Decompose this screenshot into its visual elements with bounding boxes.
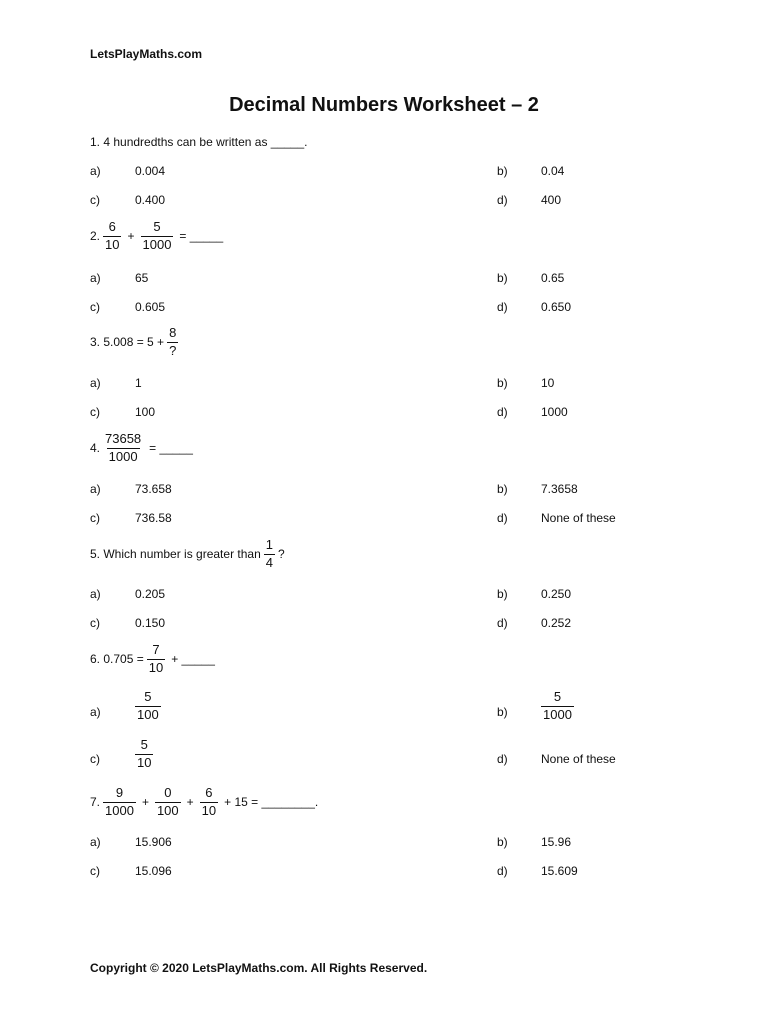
copyright-footer: Copyright © 2020 LetsPlayMaths.com. All Rights Reserved.	[90, 961, 428, 975]
option-label-c: c)	[90, 193, 100, 207]
numerator: 73658	[105, 431, 142, 446]
q5-option-c: 0.150	[135, 616, 166, 630]
question-2	[90, 220, 226, 253]
denominator: 10	[105, 236, 120, 252]
q4-option-c: 736.58	[135, 511, 172, 525]
denominator: 1000	[108, 448, 138, 464]
q2-option-c: 0.605	[135, 300, 166, 314]
option-label-a: a)	[90, 376, 101, 390]
denominator: 100	[137, 706, 159, 722]
question-mark: ?	[277, 547, 285, 562]
fraction	[155, 786, 181, 819]
q1-option-a: 0.004	[135, 164, 166, 178]
fraction	[264, 538, 275, 571]
denominator: 4	[265, 554, 273, 570]
fraction	[103, 786, 136, 819]
fraction	[103, 220, 121, 253]
option-label-c: c)	[90, 616, 100, 630]
question-lead: 6. 0.705 =	[90, 652, 144, 667]
question-lead: 3. 5.008 = 5 +	[90, 335, 165, 350]
option-label-c: c)	[90, 405, 100, 419]
q5-option-a: 0.205	[135, 587, 166, 601]
q3-option-c: 100	[135, 405, 156, 419]
numerator: 5	[153, 219, 161, 234]
page-title: Decimal Numbers Worksheet – 2	[229, 94, 539, 116]
equation-tail: = _____	[149, 441, 193, 456]
numerator: 1	[265, 537, 273, 552]
fraction	[200, 786, 218, 819]
option-label-c: c)	[90, 511, 100, 525]
option-label-a: a)	[90, 587, 101, 601]
q1-option-b: 0.04	[541, 164, 565, 178]
question-number: 7.	[90, 795, 101, 810]
denominator: ?	[169, 342, 177, 358]
question-number: 2.	[90, 229, 101, 244]
fraction	[167, 326, 178, 359]
q6-option-c	[135, 738, 156, 771]
equation-tail: + 15 = ________.	[224, 795, 319, 810]
option-label-b: b)	[497, 482, 508, 496]
numerator: 6	[108, 219, 116, 234]
option-label-b: b)	[497, 376, 508, 390]
question-1: 1. 4 hundredths can be written as _____.	[90, 135, 308, 149]
option-label-c: c)	[90, 864, 100, 878]
option-label-d: d)	[497, 864, 508, 878]
plus-sign: +	[127, 229, 135, 244]
option-label-a: a)	[90, 835, 101, 849]
q4-option-d: None of these	[541, 511, 616, 525]
q5-option-b: 0.250	[541, 587, 572, 601]
option-label-d: d)	[497, 405, 508, 419]
option-label-b: b)	[497, 835, 508, 849]
option-label-b: b)	[497, 164, 508, 178]
q5-option-d: 0.252	[541, 616, 572, 630]
fraction	[103, 432, 143, 465]
plus-sign: +	[186, 795, 194, 810]
q3-option-a: 1	[135, 376, 142, 390]
site-name: LetsPlayMaths.com	[90, 47, 203, 61]
question-lead: 5. Which number is greater than	[90, 547, 261, 562]
denominator: 10	[148, 659, 164, 675]
numerator: 0	[164, 785, 172, 800]
option-label-b: b)	[497, 271, 508, 285]
q1-option-c: 0.400	[135, 193, 166, 207]
denominator: 1000	[105, 802, 134, 818]
q4-option-a: 73.658	[135, 482, 172, 496]
fraction	[135, 690, 161, 723]
q3-option-b: 10	[541, 376, 555, 390]
numerator: 7	[152, 642, 160, 657]
denominator: 1000	[543, 706, 572, 722]
option-label-a: a)	[90, 705, 101, 719]
fraction	[141, 220, 174, 253]
q6-option-a	[135, 690, 164, 723]
q7-option-d: 15.609	[541, 864, 578, 878]
fraction	[147, 643, 165, 676]
q1-option-d: 400	[541, 193, 562, 207]
q3-option-d: 1000	[541, 405, 568, 419]
fraction	[135, 738, 153, 771]
numerator: 8	[169, 325, 177, 340]
option-label-a: a)	[90, 482, 101, 496]
q2-option-a: 65	[135, 271, 149, 285]
question-6	[90, 643, 218, 676]
plus-sign: +	[141, 795, 149, 810]
denominator: 1000	[142, 236, 172, 252]
q4-option-b: 7.3658	[541, 482, 578, 496]
question-number: 4.	[90, 441, 101, 456]
denominator: 100	[156, 802, 179, 818]
equation-tail: + _____	[171, 652, 215, 667]
question-3	[90, 326, 181, 359]
q6-option-d: None of these	[541, 752, 616, 766]
option-label-c: c)	[90, 752, 100, 766]
numerator: 6	[205, 785, 213, 800]
q6-option-b	[541, 690, 577, 723]
question-7	[90, 786, 321, 819]
option-label-b: b)	[497, 705, 508, 719]
equation-tail: = _____	[179, 229, 224, 244]
option-label-a: a)	[90, 271, 101, 285]
denominator: 10	[137, 754, 152, 770]
numerator: 5	[144, 689, 152, 704]
denominator: 10	[201, 802, 217, 818]
question-5	[90, 538, 285, 571]
q7-option-a: 15.906	[135, 835, 172, 849]
option-label-a: a)	[90, 164, 101, 178]
option-label-d: d)	[497, 616, 508, 630]
option-label-d: d)	[497, 511, 508, 525]
q7-option-c: 15.096	[135, 864, 172, 878]
q7-option-b: 15.96	[541, 835, 572, 849]
q2-option-d: 0.650	[541, 300, 572, 314]
fraction	[541, 690, 574, 723]
numerator: 9	[115, 785, 124, 800]
q2-option-b: 0.65	[541, 271, 565, 285]
question-4	[90, 432, 196, 465]
numerator: 5	[553, 689, 562, 704]
option-label-c: c)	[90, 300, 100, 314]
option-label-d: d)	[497, 193, 508, 207]
numerator: 5	[140, 737, 148, 752]
option-label-d: d)	[497, 300, 508, 314]
option-label-d: d)	[497, 752, 508, 766]
option-label-b: b)	[497, 587, 508, 601]
